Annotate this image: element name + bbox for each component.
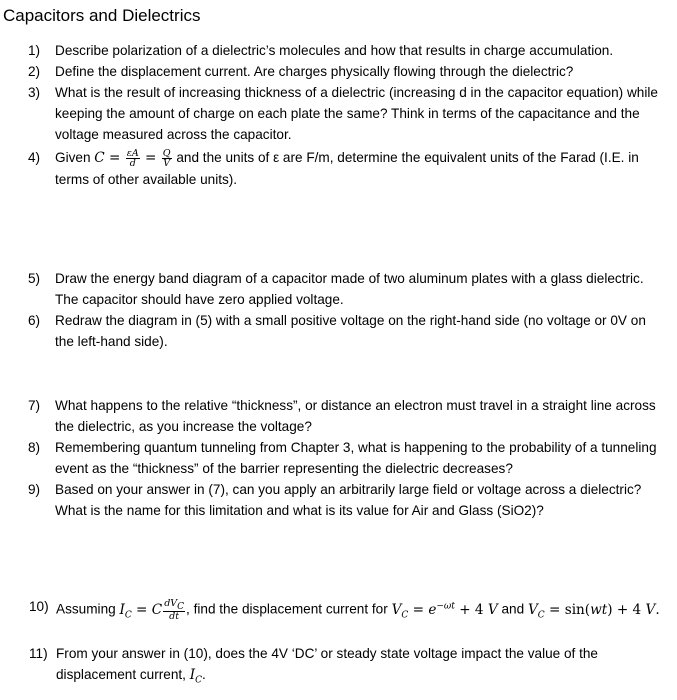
question-text	[56, 643, 669, 692]
question-number: 3)	[28, 85, 41, 100]
question-text: Remembering quantum tunneling from Chapter 3, what is happening to the probability of a tunneling event as the “thickness” of the barrier representing the dielectric decreases?	[55, 440, 657, 476]
question-9	[28, 479, 668, 521]
question-text-after: and the units of ε are F/m, determine the equivalent units of the Farad (I.E. in terms of other available units).	[55, 150, 639, 187]
question-1	[28, 40, 668, 61]
question-text: Based on your answer in (7), can you apply an arbitrarily large field or voltage across a dielectric? What is the name for this limitation and what is its value for Air and Glass (SiO2)?	[55, 482, 642, 518]
question-number: 7)	[28, 398, 41, 413]
question-body: From your answer in (10), does the 4V ‘DC’ or steady state voltage impact the value of the displacement current,	[56, 646, 598, 682]
question-number: 1)	[28, 43, 41, 58]
question-text: Redraw the diagram in (5) with a small positive voltage on the right-hand side (no voltage or 0V on the left-hand side).	[55, 313, 646, 349]
question-text	[56, 596, 669, 626]
question-8	[28, 437, 668, 479]
question-and: and	[501, 601, 525, 617]
question-number: 6)	[28, 313, 41, 328]
page-title: Capacitors and Dielectrics	[3, 6, 201, 25]
question-11	[29, 643, 669, 692]
question-7	[28, 395, 668, 437]
question-number: 8)	[28, 440, 41, 455]
current-symbol: $I_C$.	[189, 667, 206, 686]
question-2	[28, 61, 668, 82]
question-lead: Assuming	[56, 601, 116, 617]
voltage-formula-1: $V_C = e^{-\omega t} + 4$ V	[391, 601, 498, 621]
question-3	[28, 82, 668, 145]
question-5	[28, 268, 668, 310]
question-text: What happens to the relative “thickness”, or distance an electron must travel in a straight line across the dielectric, as you increase the voltage?	[55, 398, 656, 434]
question-number: 9)	[28, 482, 41, 497]
question-text: Define the displacement current. Are charges physically flowing through the dielectric?	[55, 64, 574, 79]
question-6	[28, 310, 668, 352]
current-formula: $I_C = C$ $\frac{dV_C}{dt}$	[119, 597, 185, 623]
capacitance-formula: C = $\frac{\varepsilon A}{d}$ = $\frac{Q}{V}$	[94, 147, 171, 169]
question-lead: Given	[55, 150, 91, 165]
voltage-formula-2: $V_C = \sin(wt) + 4$ V.	[527, 601, 660, 621]
question-text: Draw the energy band diagram of a capacitor made of two aluminum plates with a glass dielectric. The capacitor should have zero applied voltage.	[55, 271, 644, 307]
question-number: 4)	[28, 150, 41, 165]
question-number: 5)	[28, 271, 41, 286]
question-number: 11)	[29, 646, 48, 661]
question-text	[55, 147, 668, 190]
question-number: 2)	[28, 64, 41, 79]
question-4	[28, 147, 668, 190]
question-text: Describe polarization of a dielectric’s molecules and how that results in charge accumulation.	[55, 43, 614, 58]
question-mid: , find the displacement current for	[186, 601, 388, 617]
question-number: 10)	[29, 599, 49, 614]
question-text: What is the result of increasing thickness of a dielectric (increasing d in the capacitor equation) while keeping the amount of charge on each plate the same? Think in terms of the capacitance and the voltage measured across the capacitor.	[55, 85, 658, 142]
question-10	[29, 596, 669, 626]
